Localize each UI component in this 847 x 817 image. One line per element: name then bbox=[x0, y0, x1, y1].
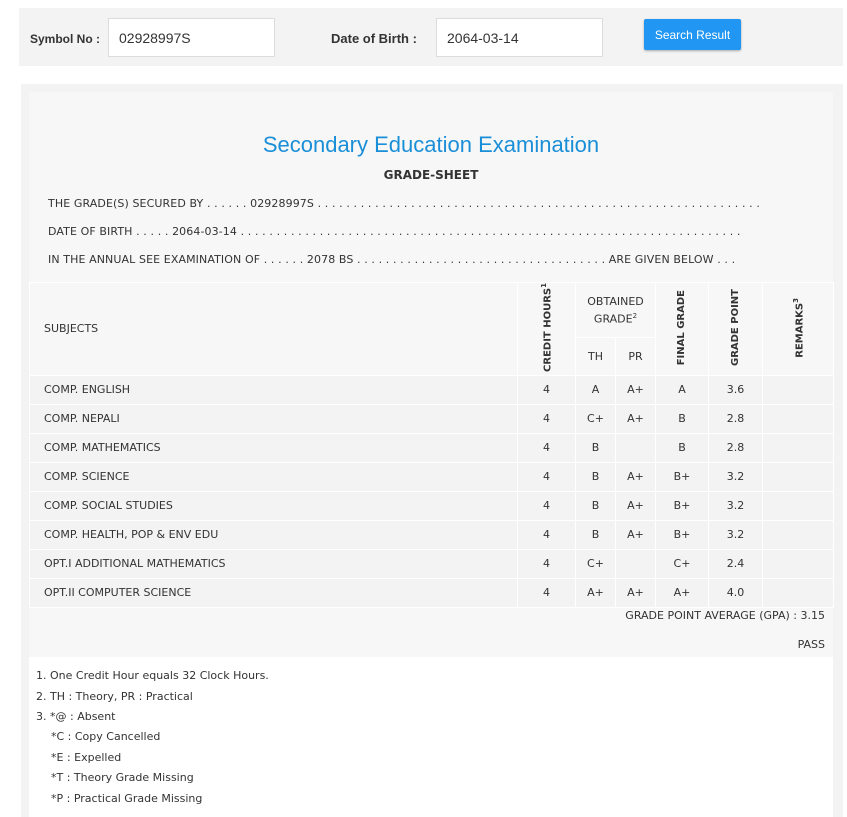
symbol-no-input[interactable] bbox=[108, 18, 275, 57]
pr-cell: A+ bbox=[616, 462, 656, 491]
exam-year-line: IN THE ANNUAL SEE EXAMINATION OF . . . . . . 2078 BS . . . . . . . . . . . . . . . . . . . . . . . . . . . . . . . . . . . ARE GIVEN BELOW . . . bbox=[48, 253, 736, 266]
pr-cell: A+ bbox=[616, 578, 656, 607]
subject-cell: COMP. SOCIAL STUDIES bbox=[30, 491, 518, 520]
grade-sheet-title: GRADE-SHEET bbox=[383, 168, 479, 182]
secured-by-line: THE GRADE(S) SECURED BY . . . . . . 02928997S . . . . . . . . . . . . . . . . . . . . . . . . . . . . . . . . . . . . . . . . . . . . . . . . . . . . . . . . . . . . . . bbox=[48, 197, 760, 210]
table-row bbox=[30, 578, 834, 607]
pr-header: PR bbox=[616, 337, 656, 375]
grade-table bbox=[29, 282, 834, 608]
grade-point-cell: 3.2 bbox=[709, 520, 763, 549]
th-cell: A+ bbox=[576, 578, 616, 607]
final-grade-cell: B bbox=[656, 404, 709, 433]
credit-cell: 4 bbox=[518, 433, 576, 462]
final-grade-cell: B bbox=[656, 433, 709, 462]
table-row bbox=[30, 462, 834, 491]
dob-label: Date of Birth : bbox=[331, 31, 417, 46]
pr-cell: A+ bbox=[616, 520, 656, 549]
pr-cell: A+ bbox=[616, 491, 656, 520]
credit-cell: 4 bbox=[518, 491, 576, 520]
remarks-header: REMARKS$^3$ bbox=[763, 283, 834, 376]
subjects-header: SUBJECTS bbox=[30, 283, 518, 376]
gpa-summary: GRADE POINT AVERAGE (GPA) : 3.15 bbox=[625, 609, 825, 622]
subject-cell: COMP. SCIENCE bbox=[30, 462, 518, 491]
subject-cell: OPT.II COMPUTER SCIENCE bbox=[30, 578, 518, 607]
th-header: TH bbox=[576, 337, 616, 375]
credit-cell: 4 bbox=[518, 462, 576, 491]
final-grade-cell: B+ bbox=[656, 462, 709, 491]
table-row bbox=[30, 404, 834, 433]
footnotes bbox=[29, 657, 833, 817]
table-row bbox=[30, 375, 834, 404]
grade-sheet bbox=[29, 92, 833, 817]
subject-cell: OPT.I ADDITIONAL MATHEMATICS bbox=[30, 549, 518, 578]
pr-cell: A+ bbox=[616, 375, 656, 404]
grade-point-cell: 2.8 bbox=[709, 404, 763, 433]
footnote-copy-cancelled: *C : Copy Cancelled bbox=[51, 730, 161, 743]
subject-cell: COMP. MATHEMATICS bbox=[30, 433, 518, 462]
grade-point-cell: 2.4 bbox=[709, 549, 763, 578]
subject-cell: COMP. HEALTH, POP & ENV EDU bbox=[30, 520, 518, 549]
grade-point-cell: 4.0 bbox=[709, 578, 763, 607]
final-grade-cell: C+ bbox=[656, 549, 709, 578]
table-row bbox=[30, 491, 834, 520]
result-panel bbox=[21, 84, 843, 817]
pr-cell bbox=[616, 433, 656, 462]
obtained-grade-header: OBTAINED GRADE$^2$ bbox=[576, 283, 656, 338]
final-grade-header: FINAL GRADE bbox=[656, 283, 709, 376]
footnote-credit-hour: 1. One Credit Hour equals 32 Clock Hours. bbox=[36, 669, 269, 682]
grade-point-cell: 3.2 bbox=[709, 491, 763, 520]
search-result-button[interactable]: Search Result bbox=[644, 19, 741, 50]
th-cell: A bbox=[576, 375, 616, 404]
subject-cell: COMP. ENGLISH bbox=[30, 375, 518, 404]
remarks-cell bbox=[763, 462, 834, 491]
remarks-cell bbox=[763, 375, 834, 404]
remarks-cell bbox=[763, 433, 834, 462]
subject-cell: COMP. NEPALI bbox=[30, 404, 518, 433]
th-cell: C+ bbox=[576, 549, 616, 578]
grade-point-cell: 3.6 bbox=[709, 375, 763, 404]
result-status: PASS bbox=[797, 638, 825, 651]
th-cell: B bbox=[576, 491, 616, 520]
footnote-th-pr: 2. TH : Theory, PR : Practical bbox=[36, 690, 193, 703]
remarks-cell bbox=[763, 520, 834, 549]
th-cell: C+ bbox=[576, 404, 616, 433]
symbol-no-label: Symbol No : bbox=[30, 32, 101, 46]
footnote-practical-missing: *P : Practical Grade Missing bbox=[51, 792, 203, 805]
grade-point-cell: 2.8 bbox=[709, 433, 763, 462]
grade-point-header: GRADE POINT bbox=[709, 283, 763, 376]
grade-rows bbox=[30, 375, 834, 607]
credit-cell: 4 bbox=[518, 578, 576, 607]
credit-hours-header: CREDIT HOURS$^1$ bbox=[518, 283, 576, 376]
dob-line: DATE OF BIRTH . . . . . 2064-03-14 . . . . . . . . . . . . . . . . . . . . . . . . . . . . . . . . . . . . . . . . . . . . . . . . . . . . . . . . . . . . . . . . . . . . . . bbox=[48, 225, 741, 238]
search-bar bbox=[19, 8, 843, 66]
footnote-expelled: *E : Expelled bbox=[51, 751, 122, 764]
th-cell: B bbox=[576, 433, 616, 462]
remarks-cell bbox=[763, 549, 834, 578]
grade-point-cell: 3.2 bbox=[709, 462, 763, 491]
final-grade-cell: B+ bbox=[656, 491, 709, 520]
remarks-cell bbox=[763, 491, 834, 520]
th-cell: B bbox=[576, 462, 616, 491]
final-grade-cell: A+ bbox=[656, 578, 709, 607]
table-row bbox=[30, 520, 834, 549]
pr-cell bbox=[616, 549, 656, 578]
credit-cell: 4 bbox=[518, 375, 576, 404]
table-row bbox=[30, 433, 834, 462]
exam-title: Secondary Education Examination bbox=[262, 132, 600, 157]
pr-cell: A+ bbox=[616, 404, 656, 433]
final-grade-cell: B+ bbox=[656, 520, 709, 549]
remarks-cell bbox=[763, 404, 834, 433]
credit-cell: 4 bbox=[518, 404, 576, 433]
final-grade-cell: A bbox=[656, 375, 709, 404]
th-cell: B bbox=[576, 520, 616, 549]
credit-cell: 4 bbox=[518, 549, 576, 578]
dob-input[interactable] bbox=[436, 18, 603, 57]
remarks-cell bbox=[763, 578, 834, 607]
credit-cell: 4 bbox=[518, 520, 576, 549]
footnote-theory-missing: *T : Theory Grade Missing bbox=[51, 771, 194, 784]
table-row bbox=[30, 549, 834, 578]
footnote-absent: 3. *@ : Absent bbox=[36, 710, 116, 723]
